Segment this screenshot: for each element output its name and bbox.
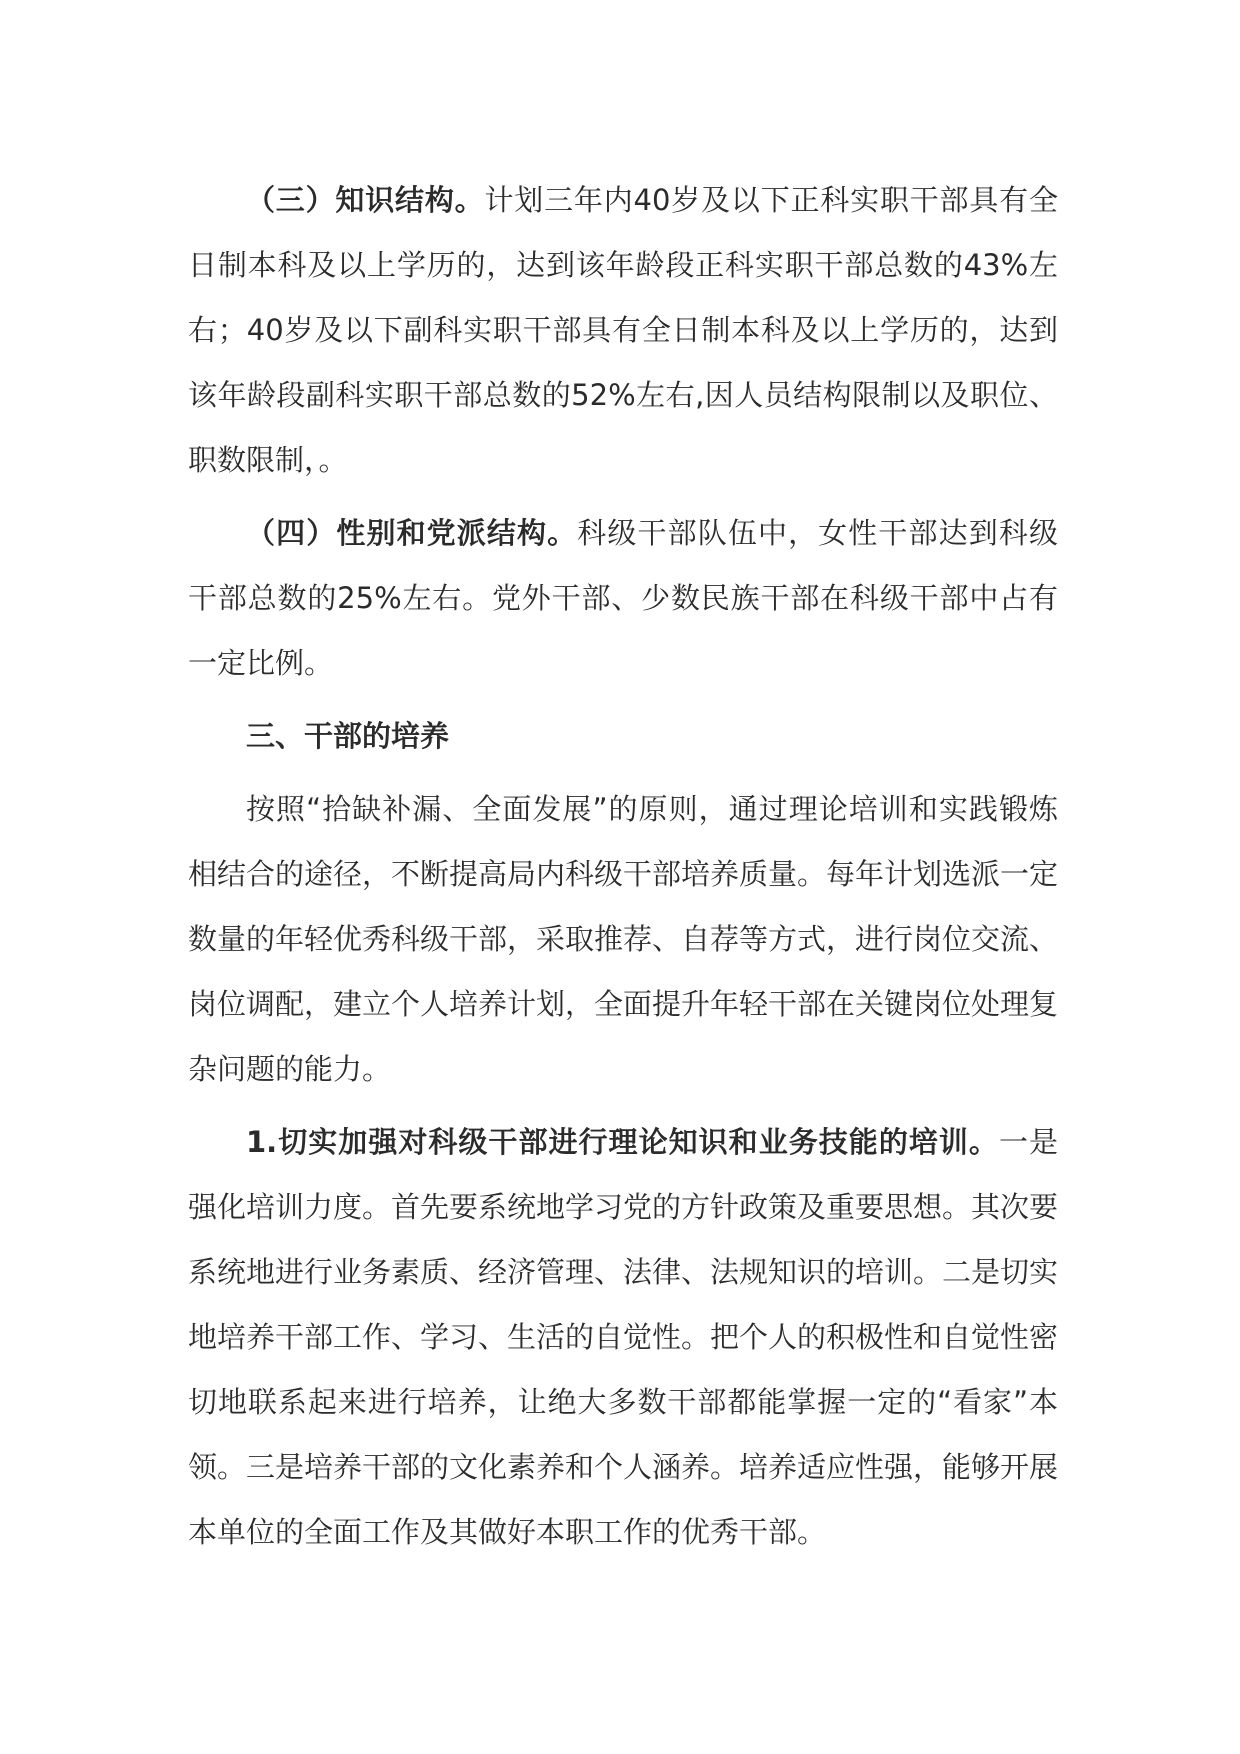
paragraph-knowledge-structure	[188, 168, 1058, 493]
section-heading: 三、干部的培养	[246, 719, 450, 753]
paragraph-training-principle	[188, 777, 1058, 1102]
document-body	[188, 168, 1058, 1565]
paragraph-text: 计划三年内40岁及以下正科实职干部具有全日制本科及以上学历的，达到该年龄段正科实职干部总数的43%左右；40岁及以下副科实职干部具有全日制本科及以上学历的，达到该年龄段副科实职干部总数的52%左右,因人员结构限制以及职位、职数限制，。	[188, 183, 1058, 477]
paragraph-training-strengthen	[188, 1110, 1058, 1565]
paragraph-gender-party-structure	[188, 501, 1058, 696]
paragraph-lead: （四）性别和党派结构。	[246, 516, 578, 550]
paragraph-text: 科级干部队伍中，女性干部达到科级干部总数的25%左右。党外干部、少数民族干部在科级干部中占有一定比例。	[188, 516, 1058, 680]
paragraph-text: 一是强化培训力度。首先要系统地学习党的方针政策及重要思想。其次要系统地进行业务素质、经济管理、法律、法规知识的培训。二是切实地培养干部工作、学习、生活的自觉性。把个人的积极性和自觉性密切地联系起来进行培养，让绝大多数干部都能掌握一定的“看家”本领。三是培养干部的文化素养和个人涵养。培养适应性强，能够开展本单位的全面工作及其做好本职工作的优秀干部。	[188, 1125, 1059, 1549]
paragraph-lead: 1.切实加强对科级干部进行理论知识和业务技能的培训。	[246, 1125, 999, 1159]
paragraph-lead: （三）知识结构。	[246, 183, 485, 217]
paragraph-text: 按照“拾缺补漏、全面发展”的原则，通过理论培训和实践锻炼相结合的途径，不断提高局内科级干部培养质量。每年计划选派一定数量的年轻优秀科级干部，采取推荐、自荐等方式，进行岗位交流、岗位调配，建立个人培养计划，全面提升年轻干部在关键岗位处理复杂问题的能力。	[188, 792, 1059, 1086]
